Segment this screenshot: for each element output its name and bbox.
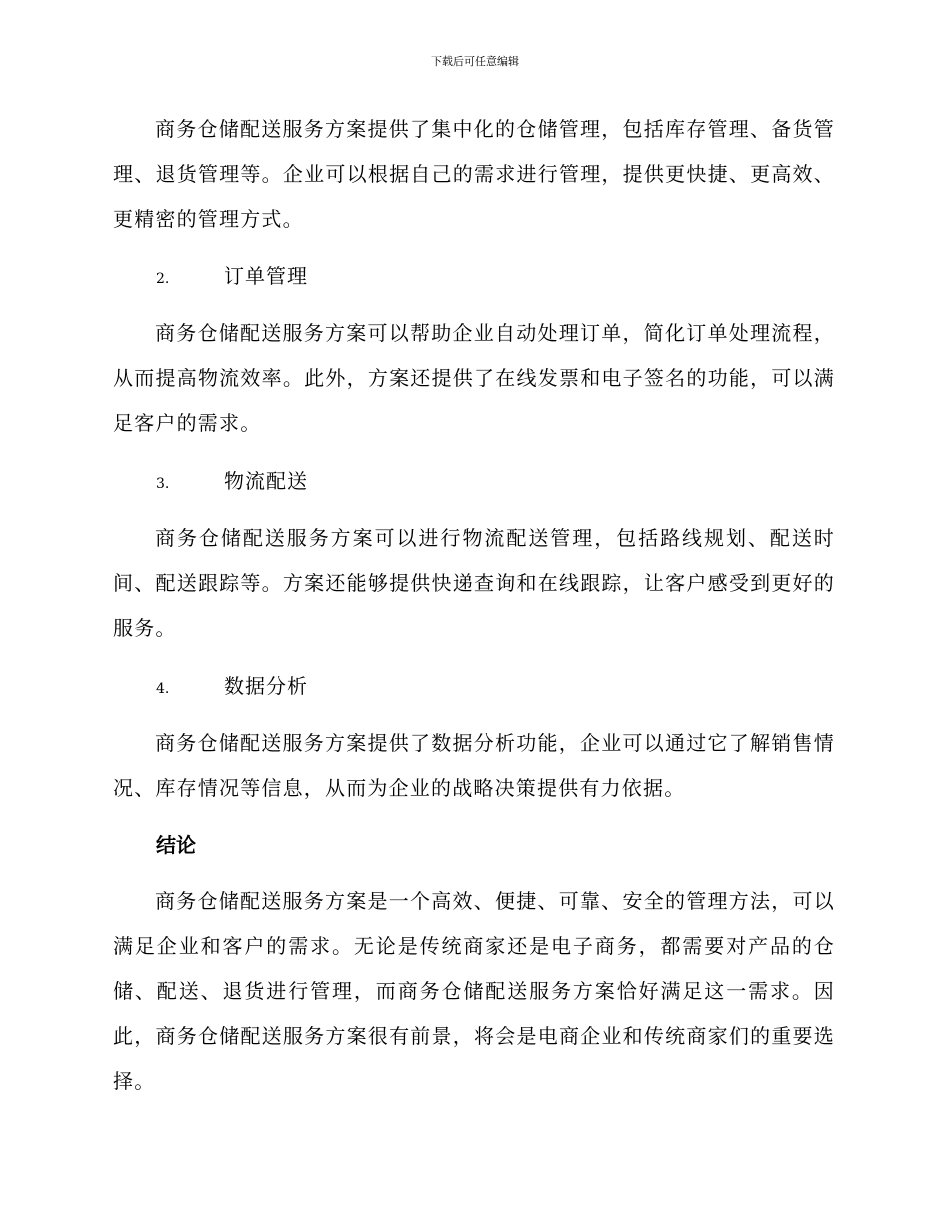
section-title: 物流配送 — [224, 469, 308, 493]
paragraph-text: 商务仓储配送服务方案可以帮助企业自动处理订单，简化订单处理流程，从而提高物流效率。此外，方案还提供了在线发票和电子签名的功能，可以满足客户的需求。 — [113, 321, 835, 435]
page-header: 下载后可任意编辑 — [431, 55, 519, 68]
paragraph-text: 商务仓储配送服务方案可以进行物流配送管理，包括路线规划、配送时间、配送跟踪等。方案还能够提供快递查询和在线跟踪，让客户感受到更好的服务。 — [113, 526, 835, 640]
section-number: 2. — [156, 271, 170, 287]
conclusion-heading: 结论 — [156, 833, 196, 857]
section-title: 数据分析 — [224, 674, 308, 698]
paragraph-logistics-delivery — [113, 516, 835, 651]
section-item-4 — [156, 671, 308, 704]
section-item-3 — [156, 466, 308, 499]
paragraph-conclusion — [113, 879, 835, 1104]
paragraph-text: 商务仓储配送服务方案是一个高效、便捷、可靠、安全的管理方法，可以满足企业和客户的需求。无论是传统商家还是电子商务，都需要对产品的仓储、配送、退货进行管理，而商务仓储配送服务方案恰好满足这一需求。因此，商务仓储配送服务方案很有前景，将会是电商企业和传统商家们的重要选择。 — [113, 889, 835, 1093]
section-number: 4. — [156, 681, 170, 697]
paragraph-text: 商务仓储配送服务方案提供了数据分析功能，企业可以通过它了解销售情况、库存情况等信息，从而为企业的战略决策提供有力依据。 — [113, 731, 835, 800]
section-title: 订单管理 — [224, 264, 308, 288]
section-number: 3. — [156, 476, 170, 492]
paragraph-order-management — [113, 311, 835, 446]
paragraph-data-analysis — [113, 721, 835, 811]
section-item-2 — [156, 261, 308, 294]
paragraph-warehouse-management — [113, 107, 835, 242]
paragraph-text: 商务仓储配送服务方案提供了集中化的仓储管理，包括库存管理、备货管理、退货管理等。企业可以根据自己的需求进行管理，提供更快捷、更高效、更精密的管理方式。 — [113, 117, 835, 231]
